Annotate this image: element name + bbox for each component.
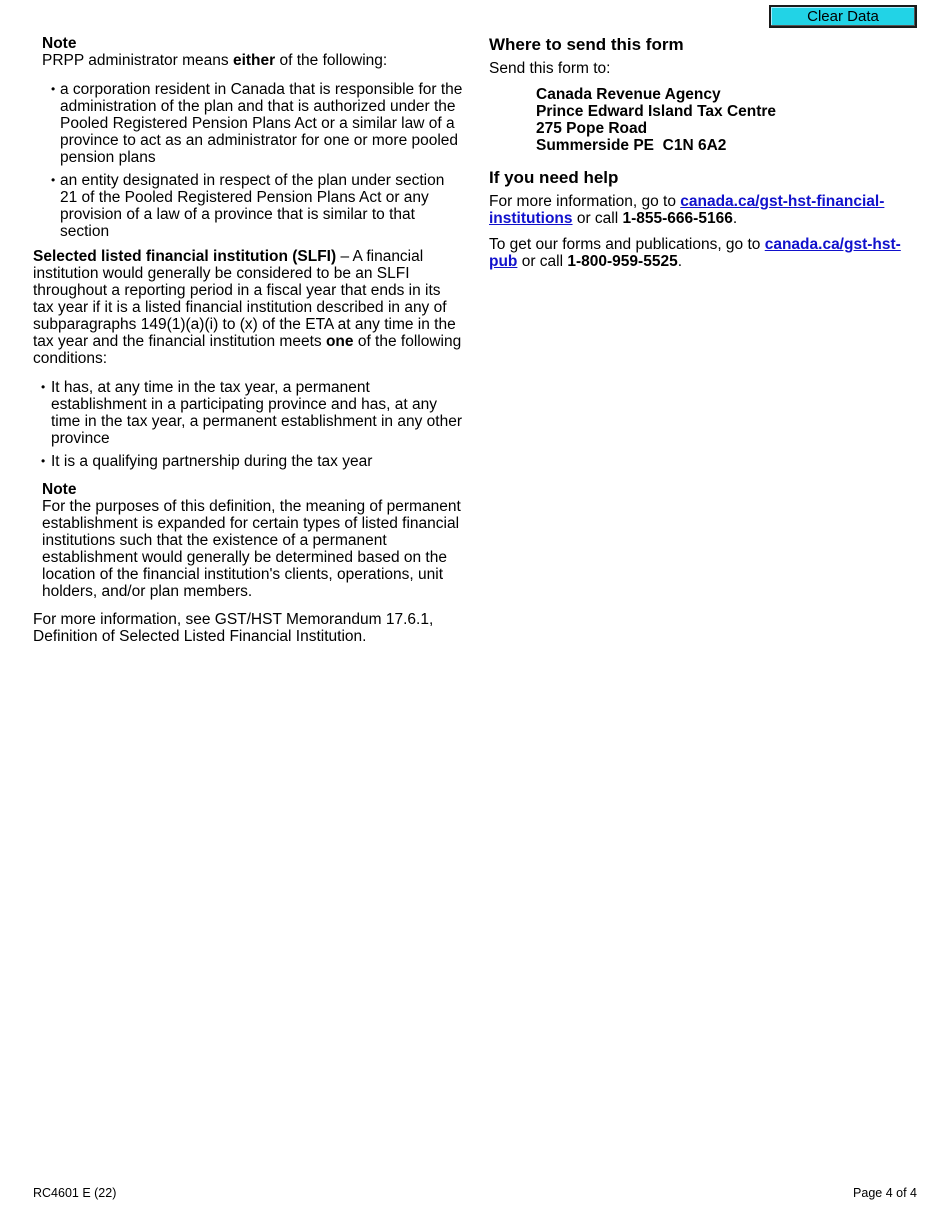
send-intro: Send this form to:	[489, 60, 611, 77]
help-paragraph-2: To get our forms and publications, go to canada.ca/gst-hst-pub or call 1-800-959-5525.	[489, 236, 901, 270]
address-line: Summerside PE C1N 6A2	[536, 137, 727, 154]
clear-data-button[interactable]: Clear Data	[769, 5, 917, 28]
list-item: • an entity designated in respect of the plan under section 21 of the Pooled Registered Pension Plans Act or any provision of a law of a province that is similar to that section	[42, 172, 465, 240]
left-column	[33, 35, 465, 645]
mailing-address	[489, 86, 919, 154]
address-line: Prince Edward Island Tax Centre	[536, 103, 777, 120]
list-item: • It has, at any time in the tax year, a permanent establishment in a participating province and has, at any time in the tax year, a permanent establishment in any other province	[33, 379, 465, 447]
right-column	[489, 35, 919, 270]
phone-number: 1-800-959-5525	[567, 253, 678, 270]
address-line: Canada Revenue Agency	[536, 86, 721, 103]
forms-publications-link[interactable]: canada.ca/gst-hst-pub	[489, 236, 901, 270]
list-item: • a corporation resident in Canada that is responsible for the administration of the plan and that is authorized under the Pooled Registered Pension Plans Act or a similar law of a province to act as an administrator for one or more pooled pension plans	[42, 81, 465, 166]
more-info-text: For more information, see GST/HST Memorandum 17.6.1, Definition of Selected Listed Financial Institution.	[33, 611, 434, 645]
note-text: For the purposes of this definition, the meaning of permanent establishment is expanded for certain types of listed financial institutions such that the existence of a permanent establishment would generally be determined based on the location of the financial institution's clients, operations, unit holders, and/or plan members.	[42, 498, 461, 600]
financial-institutions-link[interactable]: canada.ca/gst-hst-financial-institutions	[489, 193, 885, 227]
slfi-note	[33, 481, 465, 600]
note-title: Note	[42, 481, 77, 498]
prpp-bullet-list	[42, 81, 465, 240]
prpp-definition-intro: PRPP administrator means either of the following:	[42, 52, 388, 69]
address-line: 275 Pope Road	[536, 120, 648, 137]
help-paragraph-1: For more information, go to canada.ca/gst-hst-financial-institutions or call 1-855-666-5166.	[489, 193, 885, 227]
slfi-definition: Selected listed financial institution (SLFI) – A financial institution would generally be considered to be an SLFI throughout a reporting period in a fiscal year that ends in its tax year if it is a listed financial institution described in any of subparagraphs 149(1)(a)(i) to (x) of the ETA at any time in the tax year and the financial institution meets one of the following conditions:	[33, 248, 462, 367]
prpp-note	[33, 35, 465, 240]
page-number: Page 4 of 4	[853, 1186, 917, 1200]
where-to-send-heading: Where to send this form	[489, 35, 684, 54]
form-identifier: RC4601 E (22)	[33, 1186, 117, 1200]
note-title: Note	[42, 35, 77, 52]
list-item: • It is a qualifying partnership during the tax year	[33, 453, 465, 470]
help-heading: If you need help	[489, 168, 619, 187]
phone-number: 1-855-666-5166	[622, 210, 733, 227]
slfi-conditions-list	[33, 379, 465, 470]
